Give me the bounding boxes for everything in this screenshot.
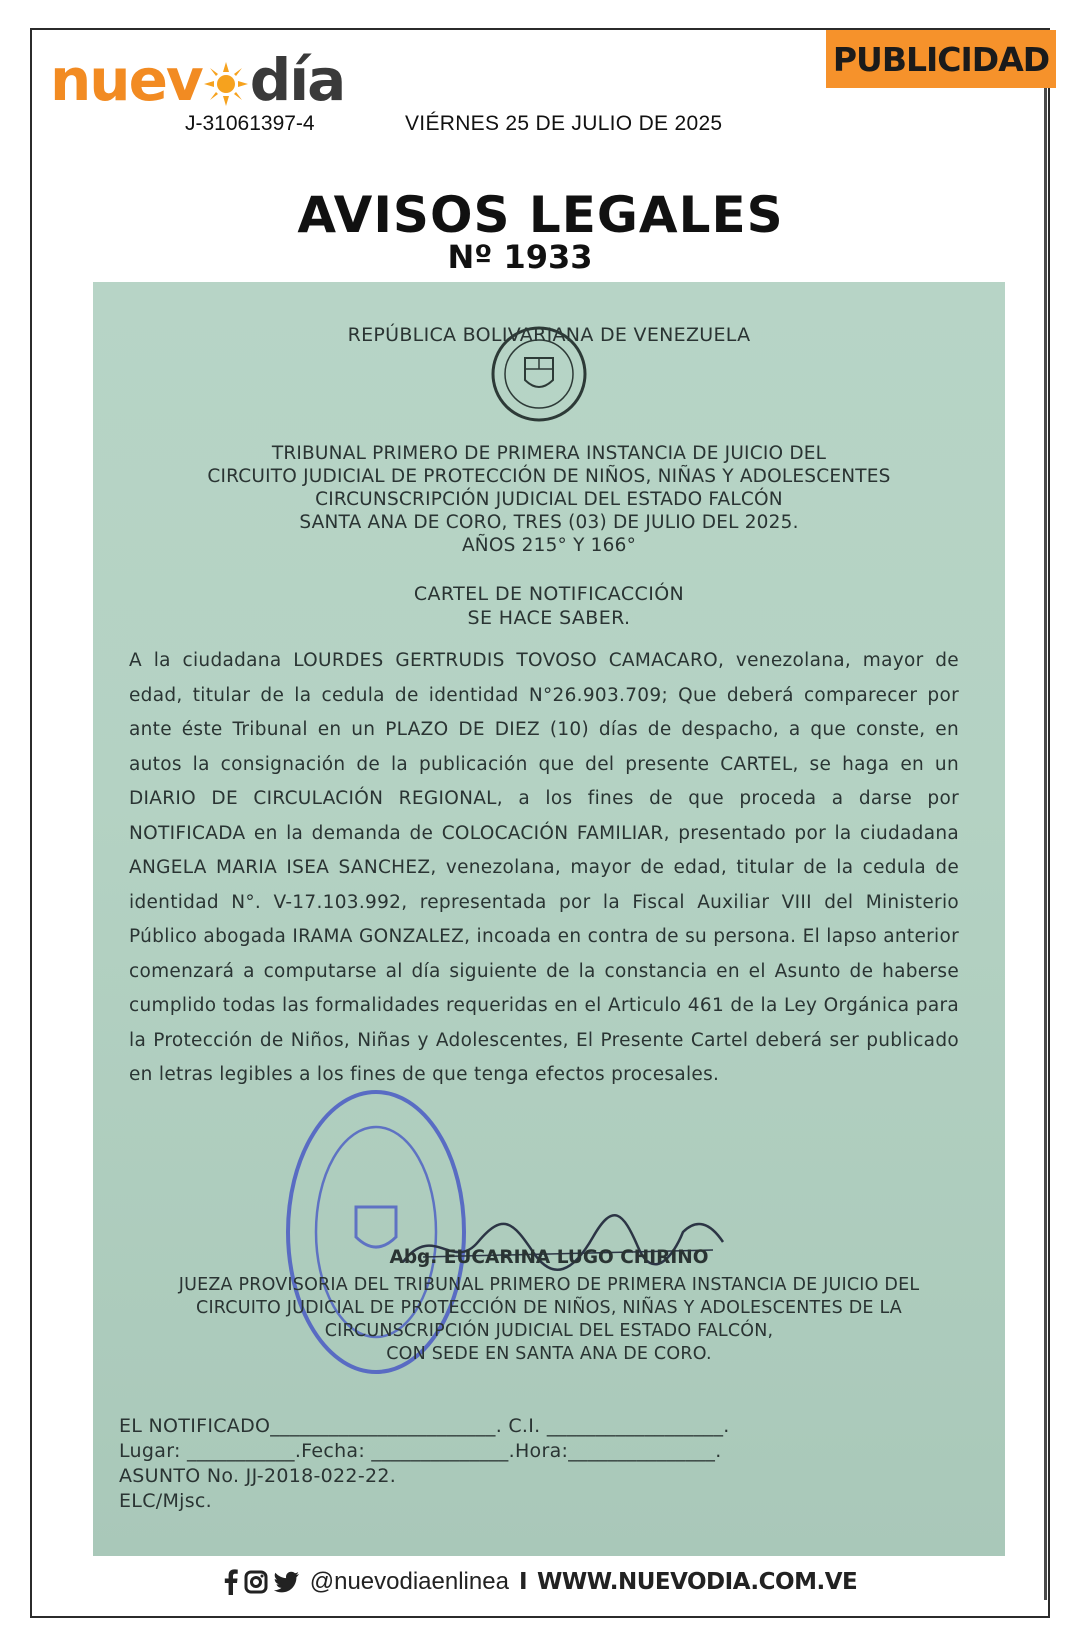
notice-number: Nº 1933 xyxy=(447,238,593,276)
logo-text-left: nuev xyxy=(50,46,202,114)
sun-logo-icon xyxy=(204,62,248,106)
cartel-title: CARTEL DE NOTIFICACCIÓN xyxy=(413,583,685,605)
instagram-icon xyxy=(244,1570,268,1594)
court-line: CIRCUITO JUDICIAL DE PROTECCIÓN DE NIÑOS, NIÑAS Y ADOLESCENTES xyxy=(207,466,891,487)
form-line: EL NOTIFICADO_______________________. C.I. __________________. xyxy=(119,1415,730,1437)
page-edge xyxy=(1044,60,1047,1600)
logo-text-right: día xyxy=(249,46,345,114)
court-line: AÑOS 215° Y 166° xyxy=(461,535,637,556)
court-line: CIRCUNSCRIPCIÓN JUDICIAL DEL ESTADO FALCÓN xyxy=(315,489,783,510)
newspaper-logo xyxy=(50,46,345,114)
website-link: WWW.NUEVODIA.COM.VE xyxy=(537,1569,858,1595)
court-heading xyxy=(93,442,1005,557)
form-line: ELC/Mjsc. xyxy=(119,1490,213,1512)
judge-title-line: CON SEDE EN SANTA ANA DE CORO. xyxy=(386,1344,712,1364)
form-line: ASUNTO No. JJ-2018-022-22. xyxy=(119,1465,397,1487)
rif-number: J-31061397-4 xyxy=(185,112,315,135)
footer-separator: I xyxy=(518,1569,527,1595)
notice-body: A la ciudadana LOURDES GERTRUDIS TOVOSO CAMACARO, venezolana, mayor de edad, titular de la cedula de identidad N°26.903.709; Que deberá comparecer por ante éste Tribunal en un PLAZO DE DIEZ (10) días de despacho, a que conste, en autos la consignación de la publicación que del presente CARTEL, se haga en un DIARIO DE CIRCULACIÓN REGIONAL, a los fines de que proceda a darse por NOTIFICADA en la demanda de COLOCACIÓN FAMILIAR, presentado por la ciudadana ANGELA MARIA ISEA SANCHEZ, venezolana, mayor de edad, titular de la cedula de identidad N°. V-17.103.992, representada por la Fiscal Auxiliar VIII del Ministerio Público abogada IRAMA GONZALEZ, incoada en contra de su persona. El lapso anterior comenzará a computarse al día siguiente de la constancia en el Asunto de haberse cumplido todas las formalidades requeridas en el Articulo 461 de la Ley Orgánica para la Protección de Niños, Niñas y Adolescentes, El Presente Cartel deberá ser publicado en letras legibles a los fines de que tenga efectos procesales. xyxy=(129,650,959,1085)
notification-form xyxy=(119,1414,979,1514)
judge-title-line: JUEZA PROVISORIA DEL TRIBUNAL PRIMERO DE PRIMERA INSTANCIA DE JUICIO DEL xyxy=(178,1275,920,1295)
page-title: AVISOS LEGALES xyxy=(297,186,784,244)
judge-title xyxy=(93,1274,1005,1366)
court-line: SANTA ANA DE CORO, TRES (03) DE JULIO DEL 2025. xyxy=(299,512,799,533)
judge-title-line: CIRCUITO JUDICIAL DE PROTECCIÓN DE NIÑOS, NIÑAS Y ADOLESCENTES DE LA xyxy=(196,1298,902,1318)
issue-date: VIÉRNES 25 DE JULIO DE 2025 xyxy=(405,112,723,135)
social-handle: @nuevodiaenlinea xyxy=(309,1568,509,1595)
social-icons xyxy=(224,1569,300,1595)
cartel-heading xyxy=(93,582,1005,630)
twitter-icon xyxy=(274,1571,300,1593)
national-seal-icon xyxy=(489,324,589,424)
court-line: TRIBUNAL PRIMERO DE PRIMERA INSTANCIA DE JUICIO DEL xyxy=(271,443,827,464)
republic-heading: REPÚBLICA BOLIVARIANA DE VENEZUELA xyxy=(347,324,751,346)
footer xyxy=(0,1562,1081,1602)
facebook-icon xyxy=(224,1569,238,1595)
cartel-subtitle: SE HACE SABER. xyxy=(467,607,631,629)
form-line: Lugar: ___________.Fecha: ______________.Hora:_______________. xyxy=(119,1440,722,1462)
judge-name: Abg. EUCARINA LUGO CHIRINO xyxy=(389,1247,709,1268)
section-badge: PUBLICIDAD xyxy=(826,30,1056,88)
judge-title-line: CIRCUNSCRIPCIÓN JUDICIAL DEL ESTADO FALCÓN, xyxy=(324,1321,774,1341)
signature-icon xyxy=(383,1202,743,1282)
scanned-legal-notice xyxy=(93,282,1005,1556)
